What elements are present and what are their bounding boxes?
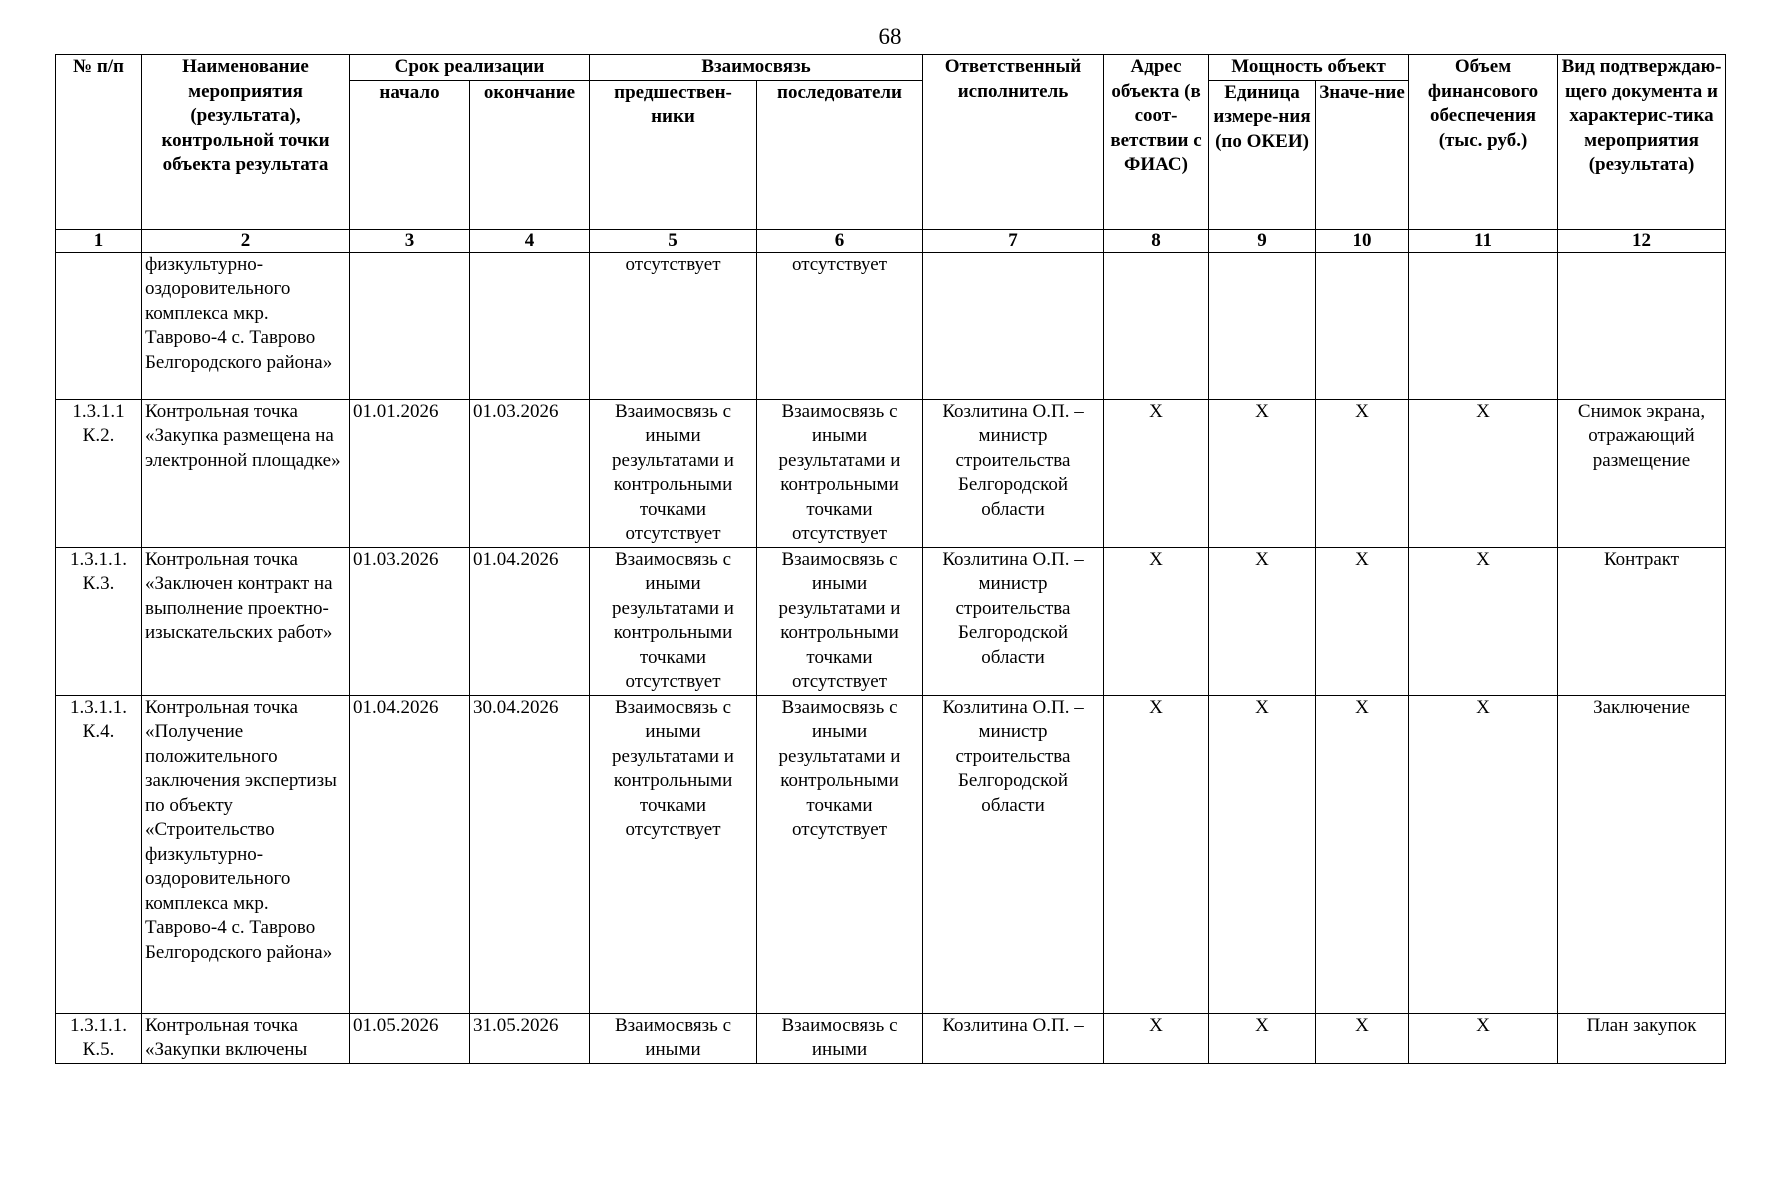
row-name: физкультурно-оздоровительного комплекса мкр. Таврово-4 с. Таврово Белгородского района» bbox=[142, 252, 350, 399]
column-number: 2 bbox=[142, 229, 350, 252]
row-number: 1.3.1.1 К.2. bbox=[56, 399, 142, 547]
header-row-top bbox=[56, 55, 1726, 81]
column-number: 3 bbox=[350, 229, 470, 252]
column-number: 12 bbox=[1558, 229, 1726, 252]
table-row bbox=[56, 1013, 1726, 1063]
row-value bbox=[1316, 252, 1409, 399]
row-finance: X bbox=[1409, 547, 1558, 695]
row-value: X bbox=[1316, 1013, 1409, 1063]
row-name: Контрольная точка «Закупки включены bbox=[142, 1013, 350, 1063]
row-document: Контракт bbox=[1558, 547, 1726, 695]
table-row bbox=[56, 399, 1726, 547]
row-end-date: 01.04.2026 bbox=[470, 547, 590, 695]
row-successors: Взаимосвязь с иными результатами и контрольными точками отсутствует bbox=[757, 547, 923, 695]
column-number: 1 bbox=[56, 229, 142, 252]
header-term-start: начало bbox=[350, 80, 470, 229]
header-finance: Объем финансового обеспечения (тыс. руб.) bbox=[1409, 55, 1558, 230]
row-value: X bbox=[1316, 547, 1409, 695]
column-number-row bbox=[56, 229, 1726, 252]
row-responsible bbox=[923, 252, 1104, 399]
row-finance: X bbox=[1409, 1013, 1558, 1063]
row-start-date: 01.03.2026 bbox=[350, 547, 470, 695]
row-end-date: 31.05.2026 bbox=[470, 1013, 590, 1063]
row-number: 1.3.1.1. К.5. bbox=[56, 1013, 142, 1063]
header-link: Взаимосвязь bbox=[590, 55, 923, 81]
row-unit: X bbox=[1209, 695, 1316, 1013]
header-responsible: Ответственный исполнитель bbox=[923, 55, 1104, 230]
table-row bbox=[56, 547, 1726, 695]
column-number: 6 bbox=[757, 229, 923, 252]
row-number bbox=[56, 252, 142, 399]
row-responsible: Козлитина О.П. – министр строительства Белгородской области bbox=[923, 547, 1104, 695]
row-unit: X bbox=[1209, 1013, 1316, 1063]
row-start-date: 01.01.2026 bbox=[350, 399, 470, 547]
header-term: Срок реализации bbox=[350, 55, 590, 81]
row-responsible: Козлитина О.П. – bbox=[923, 1013, 1104, 1063]
row-predecessors: Взаимосвязь с иными bbox=[590, 1013, 757, 1063]
row-start-date: 01.04.2026 bbox=[350, 695, 470, 1013]
row-unit bbox=[1209, 252, 1316, 399]
row-address: X bbox=[1104, 695, 1209, 1013]
table-row bbox=[56, 695, 1726, 1013]
row-name: Контрольная точка «Получение положительного заключения экспертизы по объекту «Строительство физкультурно-оздоровительного комплекса мкр. Таврово-4 с. Таврово Белгородского района» bbox=[142, 695, 350, 1013]
row-end-date bbox=[470, 252, 590, 399]
row-predecessors: отсутствует bbox=[590, 252, 757, 399]
column-number: 10 bbox=[1316, 229, 1409, 252]
header-term-end: окончание bbox=[470, 80, 590, 229]
header-address: Адрес объекта (в соот-ветствии с ФИАС) bbox=[1104, 55, 1209, 230]
row-responsible: Козлитина О.П. – министр строительства Белгородской области bbox=[923, 399, 1104, 547]
row-unit: X bbox=[1209, 399, 1316, 547]
header-unit: Единица измере-ния (по ОКЕИ) bbox=[1209, 80, 1316, 229]
row-value: X bbox=[1316, 399, 1409, 547]
row-predecessors: Взаимосвязь с иными результатами и контрольными точками отсутствует bbox=[590, 695, 757, 1013]
row-finance: X bbox=[1409, 399, 1558, 547]
row-name: Контрольная точка «Закупка размещена на электронной площадке» bbox=[142, 399, 350, 547]
row-successors: Взаимосвязь с иными результатами и контрольными точками отсутствует bbox=[757, 695, 923, 1013]
header-power: Мощность объект bbox=[1209, 55, 1409, 81]
row-end-date: 30.04.2026 bbox=[470, 695, 590, 1013]
row-successors: Взаимосвязь с иными результатами и контрольными точками отсутствует bbox=[757, 399, 923, 547]
row-finance bbox=[1409, 252, 1558, 399]
row-number: 1.3.1.1. К.4. bbox=[56, 695, 142, 1013]
row-value: X bbox=[1316, 695, 1409, 1013]
header-link-successors: последователи bbox=[757, 80, 923, 229]
row-document: Заключение bbox=[1558, 695, 1726, 1013]
row-predecessors: Взаимосвязь с иными результатами и контрольными точками отсутствует bbox=[590, 399, 757, 547]
column-number: 8 bbox=[1104, 229, 1209, 252]
column-number: 9 bbox=[1209, 229, 1316, 252]
row-address: X bbox=[1104, 547, 1209, 695]
row-end-date: 01.03.2026 bbox=[470, 399, 590, 547]
table-row bbox=[56, 252, 1726, 399]
row-address bbox=[1104, 252, 1209, 399]
column-number: 4 bbox=[470, 229, 590, 252]
row-document: План закупок bbox=[1558, 1013, 1726, 1063]
row-successors: отсутствует bbox=[757, 252, 923, 399]
row-successors: Взаимосвязь с иными bbox=[757, 1013, 923, 1063]
column-number: 7 bbox=[923, 229, 1104, 252]
row-name: Контрольная точка «Заключен контракт на выполнение проектно-изыскательских работ» bbox=[142, 547, 350, 695]
row-start-date bbox=[350, 252, 470, 399]
row-address: X bbox=[1104, 1013, 1209, 1063]
header-document: Вид подтверждаю-щего документа и характерис-тика мероприятия (результата) bbox=[1558, 55, 1726, 230]
row-responsible: Козлитина О.П. – министр строительства Белгородской области bbox=[923, 695, 1104, 1013]
header-name: Наименование мероприятия (результата), контрольной точки объекта результата bbox=[142, 55, 350, 230]
row-finance: X bbox=[1409, 695, 1558, 1013]
header-value: Значе-ние bbox=[1316, 80, 1409, 229]
row-address: X bbox=[1104, 399, 1209, 547]
row-unit: X bbox=[1209, 547, 1316, 695]
column-number: 5 bbox=[590, 229, 757, 252]
row-number: 1.3.1.1. К.3. bbox=[56, 547, 142, 695]
row-start-date: 01.05.2026 bbox=[350, 1013, 470, 1063]
row-document bbox=[1558, 252, 1726, 399]
column-number: 11 bbox=[1409, 229, 1558, 252]
header-num: № п/п bbox=[56, 55, 142, 230]
page-number: 68 bbox=[878, 24, 902, 49]
row-document: Снимок экрана, отражающий размещение bbox=[1558, 399, 1726, 547]
plan-table bbox=[55, 54, 1726, 1064]
header-link-predecessors: предшествен-ники bbox=[590, 80, 757, 229]
row-predecessors: Взаимосвязь с иными результатами и контрольными точками отсутствует bbox=[590, 547, 757, 695]
